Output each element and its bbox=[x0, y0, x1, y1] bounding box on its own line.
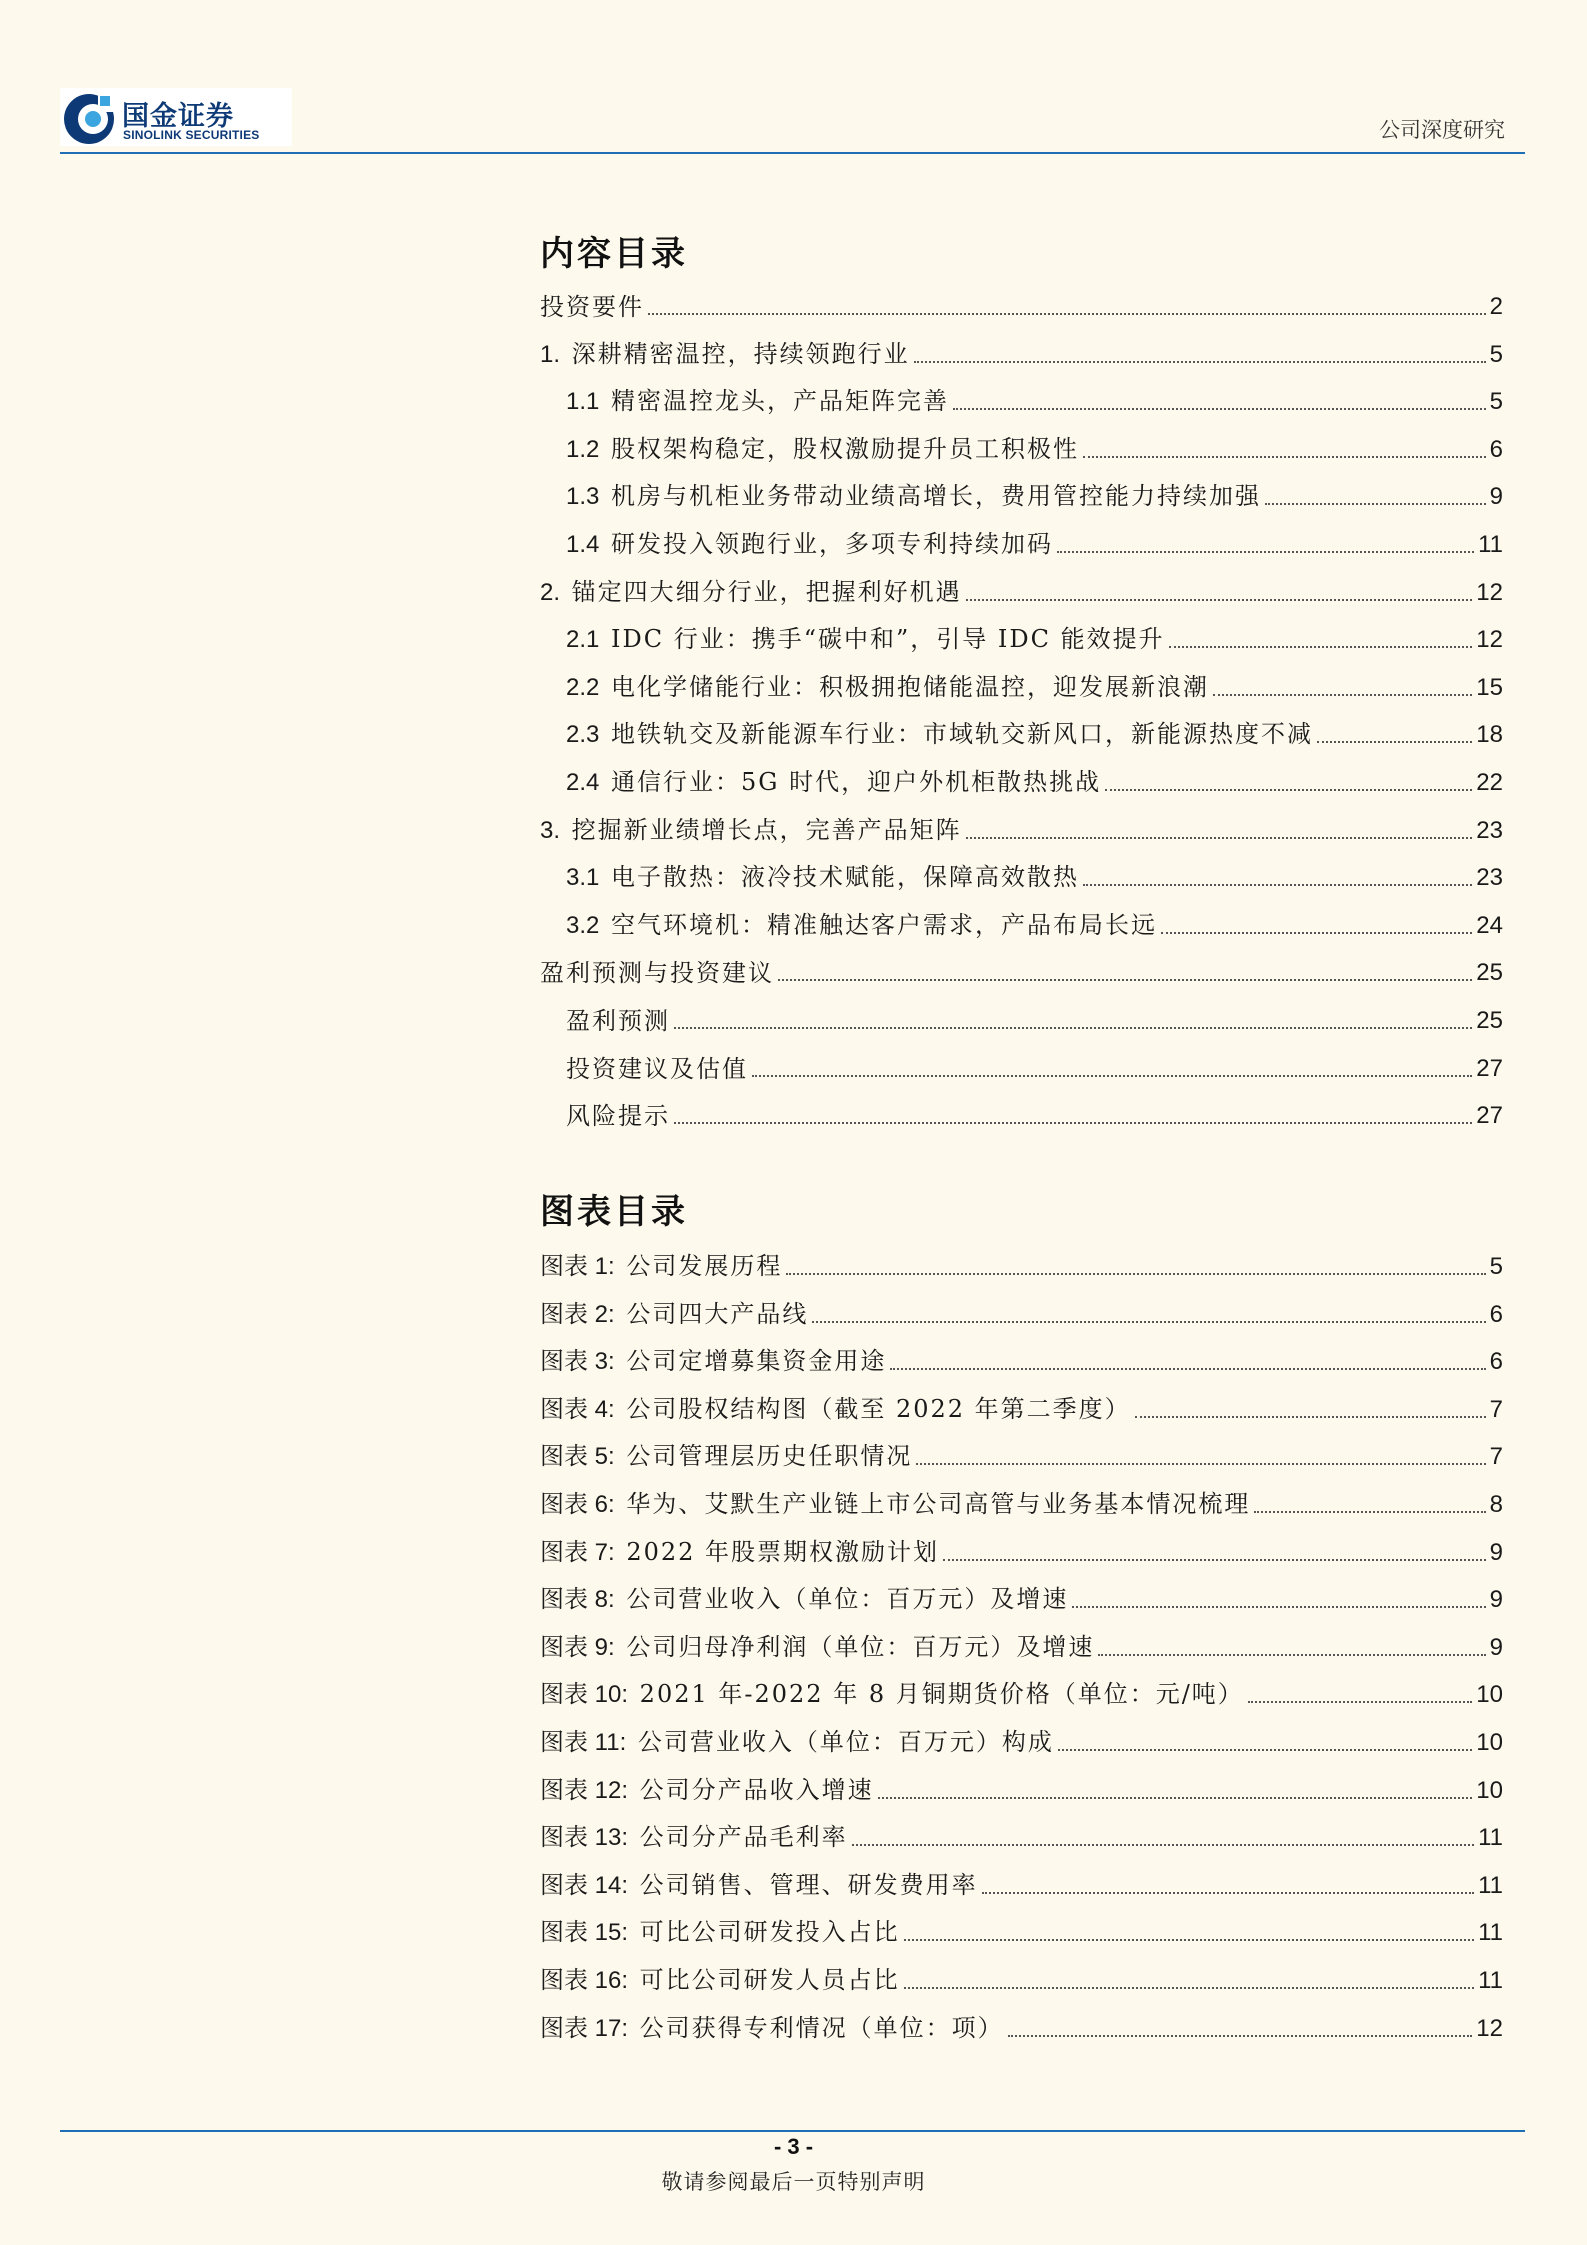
disclaimer-text: 敬请参阅最后一页特别声明 bbox=[661, 2170, 926, 2194]
toc-entry-label bbox=[566, 1101, 670, 1131]
toc-entry-label bbox=[540, 1917, 900, 1948]
toc-entry-number: 1.4 bbox=[566, 531, 600, 558]
toc-entry-page: 23 bbox=[1476, 864, 1503, 892]
toc-entry-label bbox=[540, 1441, 912, 1472]
logo-chinese-name: 国金证券 bbox=[122, 101, 234, 132]
toc-entry-number: 图表 4: bbox=[540, 1395, 615, 1423]
toc-entry-number: 图表 10: bbox=[540, 1681, 629, 1709]
toc-entry-label bbox=[540, 577, 962, 608]
toc-entry[interactable] bbox=[566, 621, 1503, 655]
toc-entry-title: 公司定增募集资金用途 bbox=[626, 1347, 887, 1376]
toc-leader-dots bbox=[778, 979, 1472, 981]
toc-entry-number: 1.2 bbox=[566, 435, 600, 463]
toc-entry-label bbox=[540, 1489, 1250, 1520]
toc-leader-dots bbox=[674, 1027, 1472, 1029]
toc-entry[interactable] bbox=[566, 431, 1503, 465]
toc-entry-page: 11 bbox=[1478, 1967, 1503, 1994]
toc-entry-title: 股权架构稳定，股权激励提升员工积极性 bbox=[611, 434, 1080, 463]
figure-toc-entry[interactable] bbox=[540, 1962, 1503, 1996]
toc-entry[interactable] bbox=[566, 1097, 1503, 1131]
toc-entry-label bbox=[540, 1870, 978, 1901]
toc-entry-page: 10 bbox=[1476, 1776, 1503, 1804]
toc-entry-page: 23 bbox=[1476, 816, 1503, 844]
toc-entry-label bbox=[540, 292, 644, 322]
toc-entry-label bbox=[540, 1727, 1054, 1758]
toc-leader-dots bbox=[1057, 551, 1474, 553]
toc-entry-page: 7 bbox=[1489, 1443, 1503, 1471]
toc-entry-page: 6 bbox=[1489, 1300, 1503, 1328]
toc-entry-page: 12 bbox=[1476, 578, 1503, 606]
toc-leader-dots bbox=[916, 1463, 1485, 1465]
toc-entry-title: 机房与机柜业务带动业绩高增长，费用管控能力持续加强 bbox=[611, 482, 1262, 511]
toc-leader-dots bbox=[1265, 503, 1486, 505]
footer-divider bbox=[60, 2130, 1525, 2132]
toc-entry-label bbox=[540, 1346, 886, 1377]
logo-english-name: SINOLINK SECURITIES bbox=[123, 128, 260, 142]
sinolink-logo-icon bbox=[62, 92, 120, 146]
toc-entry-title: 公司营业收入（单位：百万元）及增速 bbox=[626, 1585, 1069, 1614]
toc-entry[interactable] bbox=[566, 764, 1503, 798]
toc-entry-page: 6 bbox=[1489, 435, 1503, 463]
toc-entry-title: 研发投入领跑行业，多项专利持续加码 bbox=[611, 530, 1054, 558]
toc-entry-number: 图表 13: bbox=[540, 1824, 629, 1852]
toc-leader-dots bbox=[904, 1939, 1474, 1941]
toc-entry-title: 深耕精密温控，持续领跑行业 bbox=[571, 339, 910, 368]
toc-entry-title: 公司分产品毛利率 bbox=[639, 1823, 848, 1852]
toc-entry-label bbox=[566, 481, 1261, 512]
toc-leader-dots bbox=[966, 837, 1473, 839]
toc-entry-title: 2021 年-2022 年 8 月铜期货价格（单位：元/吨） bbox=[639, 1680, 1244, 1709]
toc-entry-page: 9 bbox=[1489, 483, 1503, 511]
figure-toc-entry[interactable] bbox=[540, 1724, 1503, 1758]
toc-leader-dots bbox=[878, 1797, 1473, 1799]
toc-leader-dots bbox=[904, 1987, 1474, 1989]
toc-entry[interactable] bbox=[566, 526, 1503, 560]
toc-leader-dots bbox=[1083, 884, 1472, 886]
toc-entry-label bbox=[540, 1965, 900, 1996]
toc-entry-number: 图表 14: bbox=[540, 1871, 629, 1899]
toc-leader-dots bbox=[786, 1273, 1485, 1275]
toc-entry-label bbox=[566, 434, 1079, 465]
figure-toc-entry[interactable] bbox=[540, 1534, 1503, 1568]
toc-leader-dots bbox=[1098, 1654, 1485, 1656]
toc-entry-number: 图表 7: bbox=[540, 1538, 615, 1566]
toc-entry-title: 盈利预测与投资建议 bbox=[540, 959, 774, 988]
toc-leader-dots bbox=[1317, 741, 1472, 743]
toc-entry-label bbox=[566, 862, 1079, 893]
figure-toc-entry[interactable] bbox=[540, 1248, 1503, 1282]
toc-entry-page: 27 bbox=[1476, 1054, 1503, 1082]
toc-leader-dots bbox=[953, 408, 1486, 410]
toc-entry-number: 图表 17: bbox=[540, 2014, 629, 2042]
toc-leader-dots bbox=[1213, 694, 1472, 696]
toc-entry-number: 1.1 bbox=[566, 388, 600, 416]
toc-entry[interactable] bbox=[566, 716, 1503, 750]
figure-toc-entry[interactable] bbox=[540, 1391, 1503, 1425]
toc-entry[interactable] bbox=[540, 812, 1503, 846]
toc-leader-dots bbox=[852, 1844, 1474, 1846]
toc-entry-number: 图表 3: bbox=[540, 1348, 615, 1376]
toc-entry-page: 8 bbox=[1489, 1491, 1503, 1518]
toc-leader-dots bbox=[943, 1559, 1486, 1561]
toc-entry-page: 10 bbox=[1476, 1681, 1503, 1709]
toc-entry-title: 公司获得专利情况（单位：项） bbox=[639, 2013, 1004, 2042]
toc-leader-dots bbox=[1169, 646, 1473, 648]
toc-entry-title: 投资建议及估值 bbox=[566, 1054, 748, 1083]
toc-entry-page: 25 bbox=[1476, 959, 1503, 987]
toc-leader-dots bbox=[1072, 1606, 1485, 1608]
contents-title: 内容目录 bbox=[540, 234, 688, 274]
toc-leader-dots bbox=[812, 1321, 1485, 1323]
toc-entry-number: 1.3 bbox=[566, 483, 600, 511]
toc-entry-number: 图表 15: bbox=[540, 1919, 629, 1947]
toc-entry-number: 图表 2: bbox=[540, 1300, 615, 1328]
toc-entry-title: 2022 年股票期权激励计划 bbox=[626, 1537, 940, 1566]
toc-entry-label bbox=[566, 719, 1313, 750]
toc-entry-label bbox=[540, 1822, 848, 1853]
toc-entry-label bbox=[566, 386, 949, 417]
toc-entry-page: 5 bbox=[1489, 388, 1503, 416]
toc-entry-page: 24 bbox=[1476, 911, 1503, 939]
toc-leader-dots bbox=[966, 599, 1473, 601]
toc-leader-dots bbox=[890, 1368, 1485, 1370]
toc-entry-number: 图表 1: bbox=[540, 1253, 615, 1280]
page-number: - 3 - bbox=[773, 2134, 814, 2159]
toc-entry-page: 5 bbox=[1489, 340, 1503, 368]
toc-entry-page: 11 bbox=[1478, 1871, 1503, 1899]
figure-toc-entry[interactable] bbox=[540, 1438, 1503, 1472]
toc-leader-dots bbox=[752, 1075, 1472, 1077]
toc-leader-dots bbox=[1161, 932, 1472, 934]
toc-entry-label bbox=[540, 1537, 939, 1568]
toc-entry-number: 2. bbox=[540, 578, 561, 606]
toc-entry-label bbox=[540, 1251, 782, 1282]
toc-entry-title: 公司销售、管理、研发费用率 bbox=[639, 1870, 978, 1899]
toc-leader-dots bbox=[1135, 1416, 1486, 1418]
figure-toc-entry[interactable] bbox=[540, 1343, 1503, 1377]
toc-entry-number: 图表 5: bbox=[540, 1443, 615, 1471]
figure-toc-entry[interactable] bbox=[540, 1581, 1503, 1615]
toc-entry[interactable] bbox=[566, 478, 1503, 512]
toc-entry-label bbox=[566, 910, 1157, 941]
toc-entry-page: 12 bbox=[1476, 626, 1503, 654]
toc-entry-title: 投资要件 bbox=[540, 293, 644, 321]
toc-entry-page: 22 bbox=[1476, 769, 1503, 796]
company-logo bbox=[60, 88, 292, 146]
toc-entry-page: 7 bbox=[1489, 1395, 1503, 1423]
toc-entry-title: 风险提示 bbox=[566, 1102, 670, 1131]
toc-entry-number: 2.1 bbox=[566, 626, 600, 654]
toc-entry-label bbox=[540, 1679, 1244, 1710]
toc-entry-label bbox=[566, 767, 1101, 798]
toc-entry-number: 2.4 bbox=[566, 769, 600, 796]
toc-entry-label bbox=[540, 1632, 1094, 1663]
figure-toc-entry[interactable] bbox=[540, 1296, 1503, 1330]
toc-entry[interactable] bbox=[566, 859, 1503, 893]
report-type-label: 公司深度研究 bbox=[1379, 118, 1505, 142]
figure-toc-entry[interactable] bbox=[540, 1867, 1503, 1901]
toc-entry-number: 3. bbox=[540, 816, 561, 844]
toc-entry[interactable] bbox=[540, 288, 1503, 322]
toc-entry[interactable] bbox=[566, 1050, 1503, 1084]
toc-entry-page: 18 bbox=[1476, 721, 1503, 749]
figure-toc-entry[interactable] bbox=[540, 1914, 1503, 1948]
figure-toc-entry[interactable] bbox=[540, 1772, 1503, 1806]
toc-entry[interactable] bbox=[566, 907, 1503, 941]
toc-leader-dots bbox=[1083, 456, 1486, 458]
toc-entry-number: 图表 9: bbox=[540, 1633, 615, 1661]
figure-toc-entry[interactable] bbox=[540, 2010, 1503, 2044]
figure-toc-entry[interactable] bbox=[540, 1486, 1503, 1520]
toc-entry-title: 盈利预测 bbox=[566, 1007, 670, 1035]
toc-entry-title: 公司营业收入（单位：百万元）构成 bbox=[637, 1728, 1054, 1756]
toc-leader-dots bbox=[1058, 1749, 1472, 1751]
toc-entry-label bbox=[540, 1394, 1131, 1425]
toc-leader-dots bbox=[1105, 789, 1472, 791]
toc-entry-title: 华为、艾默生产业链上市公司高管与业务基本情况梳理 bbox=[626, 1490, 1251, 1518]
toc-entry-page: 25 bbox=[1476, 1007, 1503, 1034]
figure-toc-entry[interactable] bbox=[540, 1819, 1503, 1853]
toc-entry-title: 公司管理层历史任职情况 bbox=[626, 1442, 913, 1471]
toc-entry-number: 1. bbox=[540, 340, 561, 368]
toc-entry-title: 地铁轨交及新能源车行业：市域轨交新风口，新能源热度不减 bbox=[611, 720, 1314, 749]
toc-entry-title: 电子散热：液冷技术赋能，保障高效散热 bbox=[611, 863, 1080, 892]
toc-entry-title: 精密温控龙头，产品矩阵完善 bbox=[611, 387, 950, 416]
toc-entry-page: 6 bbox=[1489, 1348, 1503, 1376]
toc-entry-title: 公司分产品收入增速 bbox=[639, 1775, 874, 1804]
page-header bbox=[60, 88, 1525, 150]
figure-toc-entry[interactable] bbox=[540, 1676, 1503, 1710]
toc-entry-number: 图表 8: bbox=[540, 1586, 615, 1614]
toc-entry-number: 2.2 bbox=[566, 673, 600, 701]
figure-toc-entry[interactable] bbox=[540, 1629, 1503, 1663]
toc-entry-page: 12 bbox=[1476, 2014, 1503, 2042]
toc-entry-title: IDC 行业：携手“碳中和”，引导 IDC 能效提升 bbox=[611, 625, 1165, 654]
toc-entry-title: 挖掘新业绩增长点，完善产品矩阵 bbox=[571, 815, 962, 844]
toc-entry-page: 9 bbox=[1489, 1538, 1503, 1566]
toc-entry-title: 电化学储能行业：积极拥抱储能温控，迎发展新浪潮 bbox=[611, 672, 1210, 701]
toc-entry-page: 11 bbox=[1478, 531, 1503, 558]
toc-entry-title: 公司归母净利润（单位：百万元）及增速 bbox=[626, 1632, 1095, 1661]
toc-entry-page: 5 bbox=[1489, 1253, 1503, 1280]
toc-entry-number: 图表 16: bbox=[540, 1967, 629, 1994]
toc-entry-page: 9 bbox=[1489, 1633, 1503, 1661]
toc-entry-number: 3.1 bbox=[566, 864, 600, 892]
toc-entry-title: 公司股权结构图（截至 2022 年第二季度） bbox=[626, 1394, 1131, 1423]
toc-entry-page: 10 bbox=[1476, 1729, 1503, 1756]
toc-leader-dots bbox=[648, 313, 1486, 315]
toc-entry-number: 图表 6: bbox=[540, 1491, 615, 1518]
toc-entry-page: 11 bbox=[1478, 1824, 1503, 1852]
toc-entry-page: 2 bbox=[1489, 293, 1503, 320]
toc-leader-dots bbox=[1008, 2035, 1473, 2037]
toc-entry-number: 图表 12: bbox=[540, 1776, 629, 1804]
toc-entry-page: 11 bbox=[1478, 1919, 1503, 1947]
toc-leader-dots bbox=[1254, 1511, 1485, 1513]
toc-entry[interactable] bbox=[540, 336, 1503, 370]
toc-entry[interactable] bbox=[566, 383, 1503, 417]
toc-entry-label bbox=[566, 529, 1053, 560]
toc-entry-label bbox=[566, 1006, 670, 1036]
toc-entry-label bbox=[540, 815, 962, 846]
figures-title: 图表目录 bbox=[540, 1192, 688, 1232]
toc-entry-label bbox=[566, 672, 1209, 703]
toc-entry-page: 9 bbox=[1489, 1586, 1503, 1614]
toc-entry-label bbox=[540, 2013, 1004, 2044]
toc-entry-title: 公司四大产品线 bbox=[626, 1299, 809, 1328]
toc-entry-number: 图表 11: bbox=[540, 1729, 627, 1756]
toc-leader-dots bbox=[982, 1892, 1474, 1894]
toc-leader-dots bbox=[914, 361, 1486, 363]
toc-entry[interactable] bbox=[566, 669, 1503, 703]
toc-leader-dots bbox=[674, 1122, 1472, 1124]
toc-entry[interactable] bbox=[540, 574, 1503, 608]
toc-entry-page: 27 bbox=[1476, 1102, 1503, 1130]
toc-entry[interactable] bbox=[566, 1002, 1503, 1036]
toc-entry-number: 2.3 bbox=[566, 721, 600, 749]
toc-leader-dots bbox=[1248, 1701, 1472, 1703]
toc-entry-label bbox=[540, 958, 774, 988]
toc-entry-title: 空气环境机：精准触达客户需求，产品布局长远 bbox=[611, 910, 1158, 939]
toc-entry-label bbox=[540, 1584, 1068, 1615]
toc-entry-label bbox=[540, 1775, 874, 1806]
toc-entry-title: 通信行业：5G 时代，迎户外机柜散热挑战 bbox=[611, 768, 1102, 796]
toc-entry-number: 3.2 bbox=[566, 911, 600, 939]
toc-entry-label bbox=[540, 339, 910, 370]
toc-entry-title: 可比公司研发投入占比 bbox=[639, 1918, 900, 1947]
toc-entry-title: 锚定四大细分行业，把握利好机遇 bbox=[571, 577, 962, 606]
toc-entry-title: 可比公司研发人员占比 bbox=[639, 1966, 900, 1994]
toc-entry[interactable] bbox=[540, 954, 1503, 988]
toc-entry-label bbox=[540, 1299, 808, 1330]
toc-entry-page: 15 bbox=[1476, 673, 1503, 701]
header-divider bbox=[60, 152, 1525, 154]
toc-entry-label bbox=[566, 624, 1165, 655]
toc-entry-label bbox=[566, 1054, 748, 1084]
toc-entry-title: 公司发展历程 bbox=[626, 1252, 783, 1280]
